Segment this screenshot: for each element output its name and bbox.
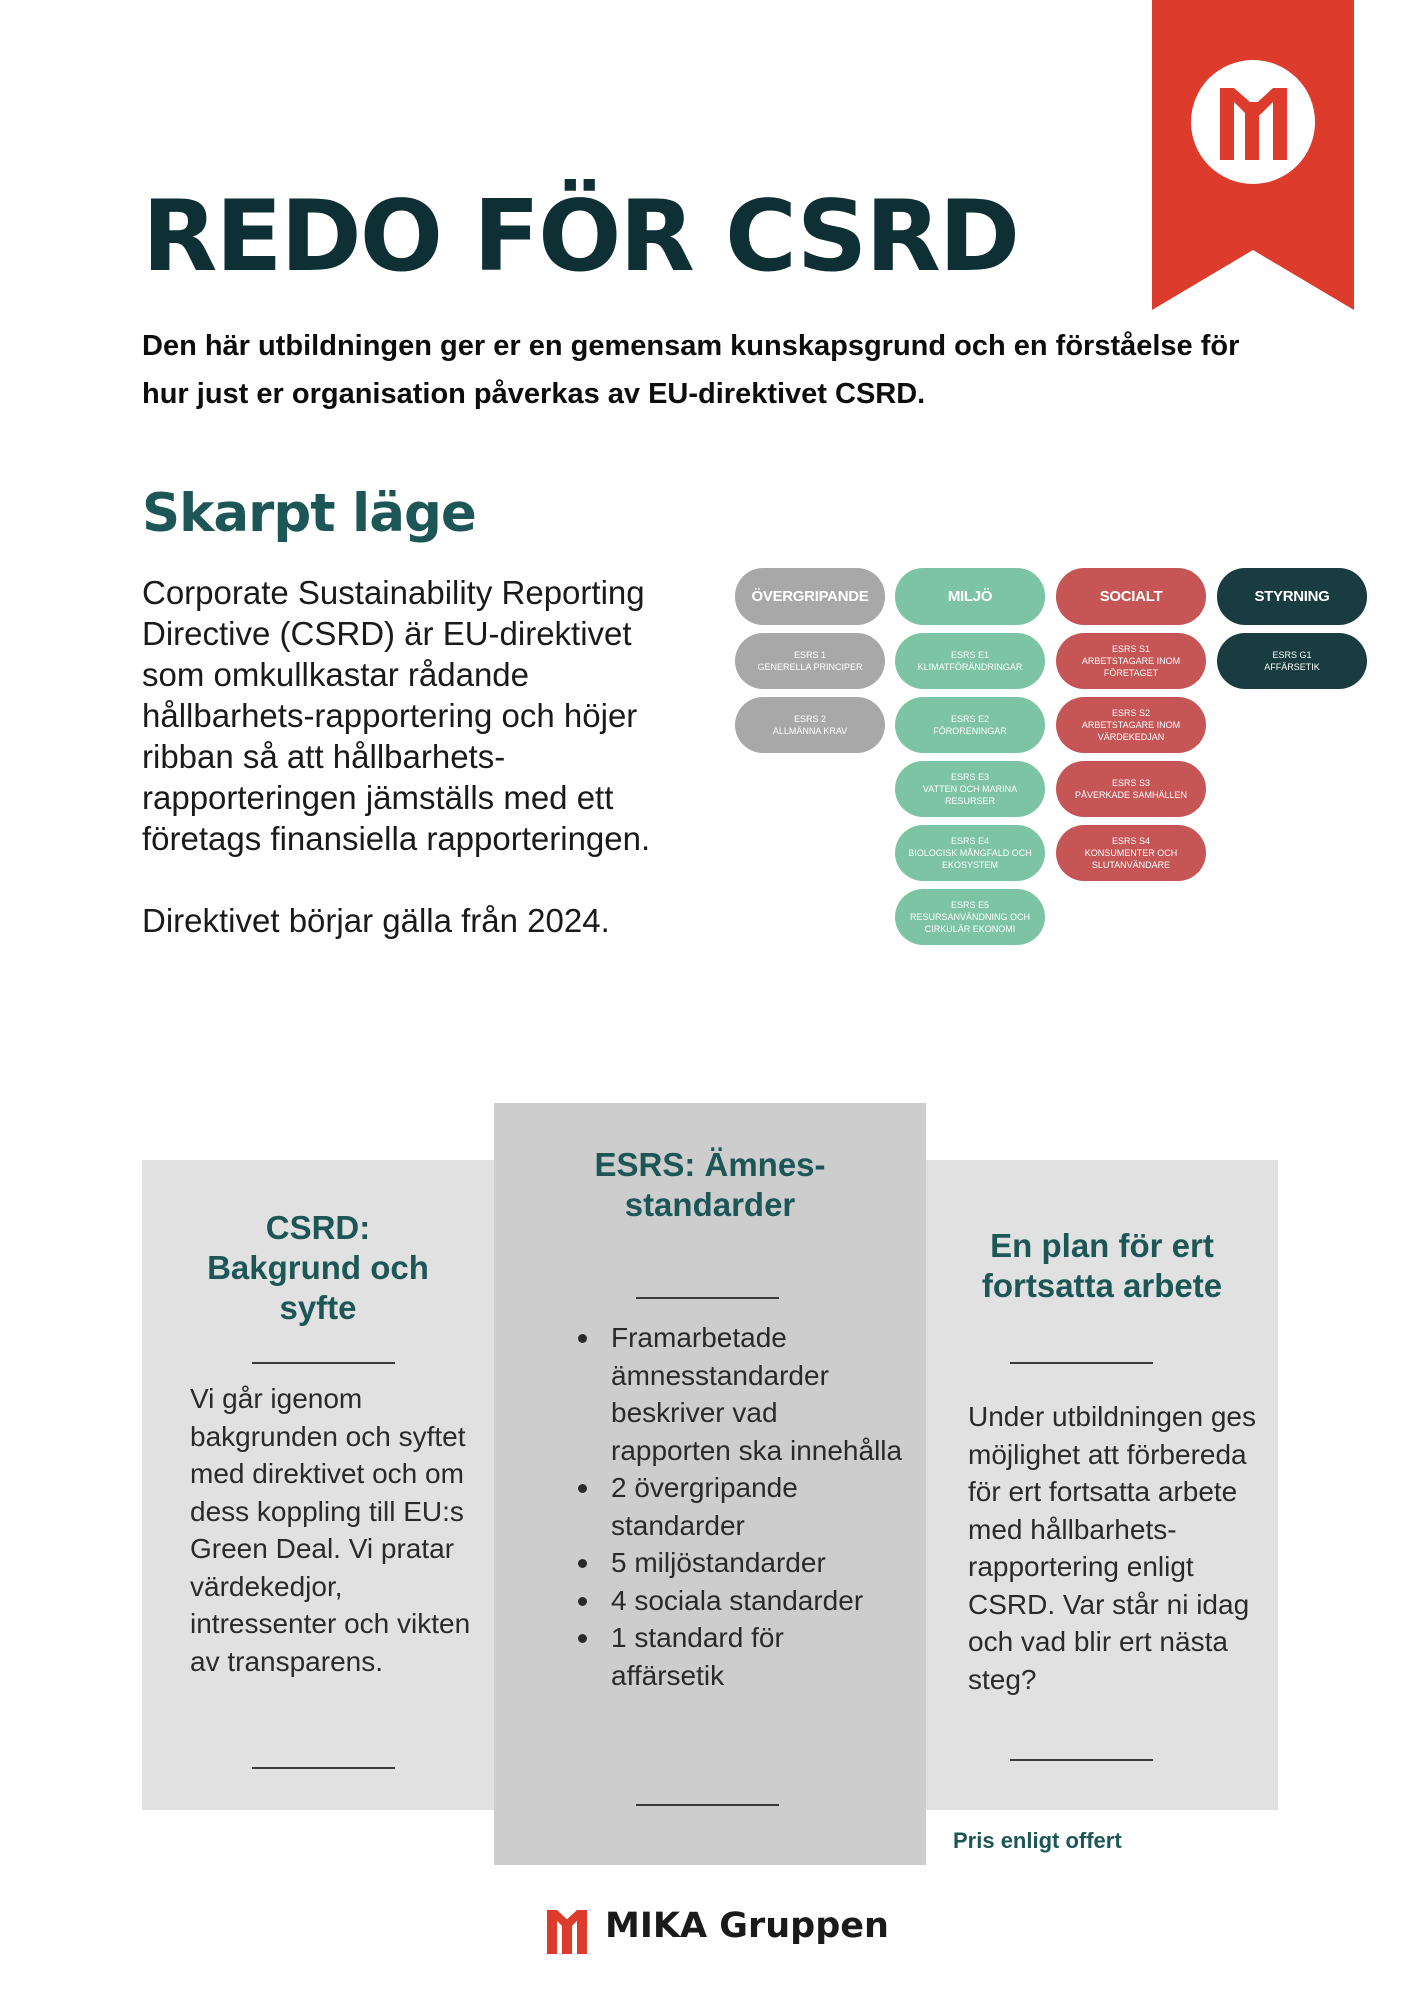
esrs-item: ESRS 2 ALLMÄNNA KRAV [735, 697, 885, 753]
column-text: Vi går igenom bakgrunden och syftet med direktivet och om dess koppling till EU:s Green Deal. Vi pratar värdekedjor, intressenter och vikten av transparens. [190, 1383, 471, 1677]
column-plan [926, 1160, 1278, 1810]
list-item: 2 övergripande standarder [574, 1469, 904, 1544]
page-title: REDO FÖR CSRD [142, 180, 1019, 294]
column-title: ESRS: Ämnes-standarder [594, 1146, 826, 1223]
divider [252, 1362, 395, 1364]
esrs-item: ESRS S2 ARBETSTAGARE INOM VÄRDEKEDJAN [1056, 697, 1206, 753]
esrs-item: ESRS E3 VATTEN OCH MARINA RESURSER [895, 761, 1045, 817]
esrs-header-socialt: SOCIALT [1056, 568, 1206, 625]
column-csrd-background [142, 1160, 494, 1810]
list-item: 4 sociala standarder [574, 1582, 904, 1620]
esrs-item: ESRS E2 FÖRORENINGAR [895, 697, 1045, 753]
price-note: Pris enligt offert [953, 1828, 1122, 1853]
esrs-item: ESRS E5 RESURSANVÄNDNING OCH CIRKULÄR EKONOMI [895, 889, 1045, 945]
divider [1010, 1362, 1153, 1364]
standards-list [574, 1319, 904, 1694]
column-esrs-standards [494, 1103, 926, 1865]
esrs-item: ESRS E4 BIOLOGISK MÅNGFALD OCH EKOSYSTEM [895, 825, 1045, 881]
esrs-item: ESRS S4 KONSUMENTER OCH SLUTANVÄNDARE [1056, 825, 1206, 881]
esrs-item: ESRS S3 PÅVERKADE SAMHÄLLEN [1056, 761, 1206, 817]
list-item: 5 miljöstandarder [574, 1544, 904, 1582]
section-title: Skarpt läge [142, 483, 476, 544]
esrs-item: ESRS G1 AFFÄRSETIK [1217, 633, 1367, 689]
divider [636, 1804, 779, 1806]
esrs-item: ESRS 1 GENERELLA PRINCIPER [735, 633, 885, 689]
company-name: MIKA Gruppen [605, 1906, 889, 1946]
esrs-header-overgripande: ÖVERGRIPANDE [735, 568, 885, 625]
list-item: 1 standard för affärsetik [574, 1619, 904, 1694]
esrs-header-styrning: STYRNING [1217, 568, 1367, 625]
esrs-item: ESRS E1 KLIMATFÖRÄNDRINGAR [895, 633, 1045, 689]
section-paragraph: Direktivet börjar gälla från 2024. [142, 902, 610, 939]
divider [1010, 1759, 1153, 1761]
column-text: Under utbildningen ges möjlighet att förbereda för ert fortsatta arbete med hållbarhets-rapportering enligt CSRD. Var står ni idag och vad blir ert nästa steg? [968, 1401, 1256, 1695]
bookmark-ribbon [1152, 0, 1354, 310]
section-body [142, 572, 662, 982]
mika-logo-icon [545, 1908, 589, 1956]
divider [252, 1767, 395, 1769]
esrs-item: ESRS S1 ARBETSTAGARE INOM FÖRETAGET [1056, 633, 1206, 689]
list-item: Framarbetade ämnesstandarder beskriver vad rapporten ska innehålla [574, 1319, 904, 1469]
intro-text: Den här utbildningen ger er en gemensam kunskapsgrund och en förståelse för hur just er organisation påverkas av EU-direktivet CSRD. [142, 330, 1240, 410]
esrs-header-miljo: MILJÖ [895, 568, 1045, 625]
column-title: CSRD: Bakgrund och syfte [207, 1209, 429, 1326]
column-title: En plan för ert fortsatta arbete [981, 1227, 1223, 1304]
section-paragraph: Corporate Sustainability Reporting Directive (CSRD) är EU-direktivet som omkullkastar rådande hållbarhets-rapportering och höjer ribban så att hållbarhets-rapporteringen jämställs med ett företags finansiella rapporteringen. [142, 574, 651, 857]
divider [636, 1297, 779, 1299]
